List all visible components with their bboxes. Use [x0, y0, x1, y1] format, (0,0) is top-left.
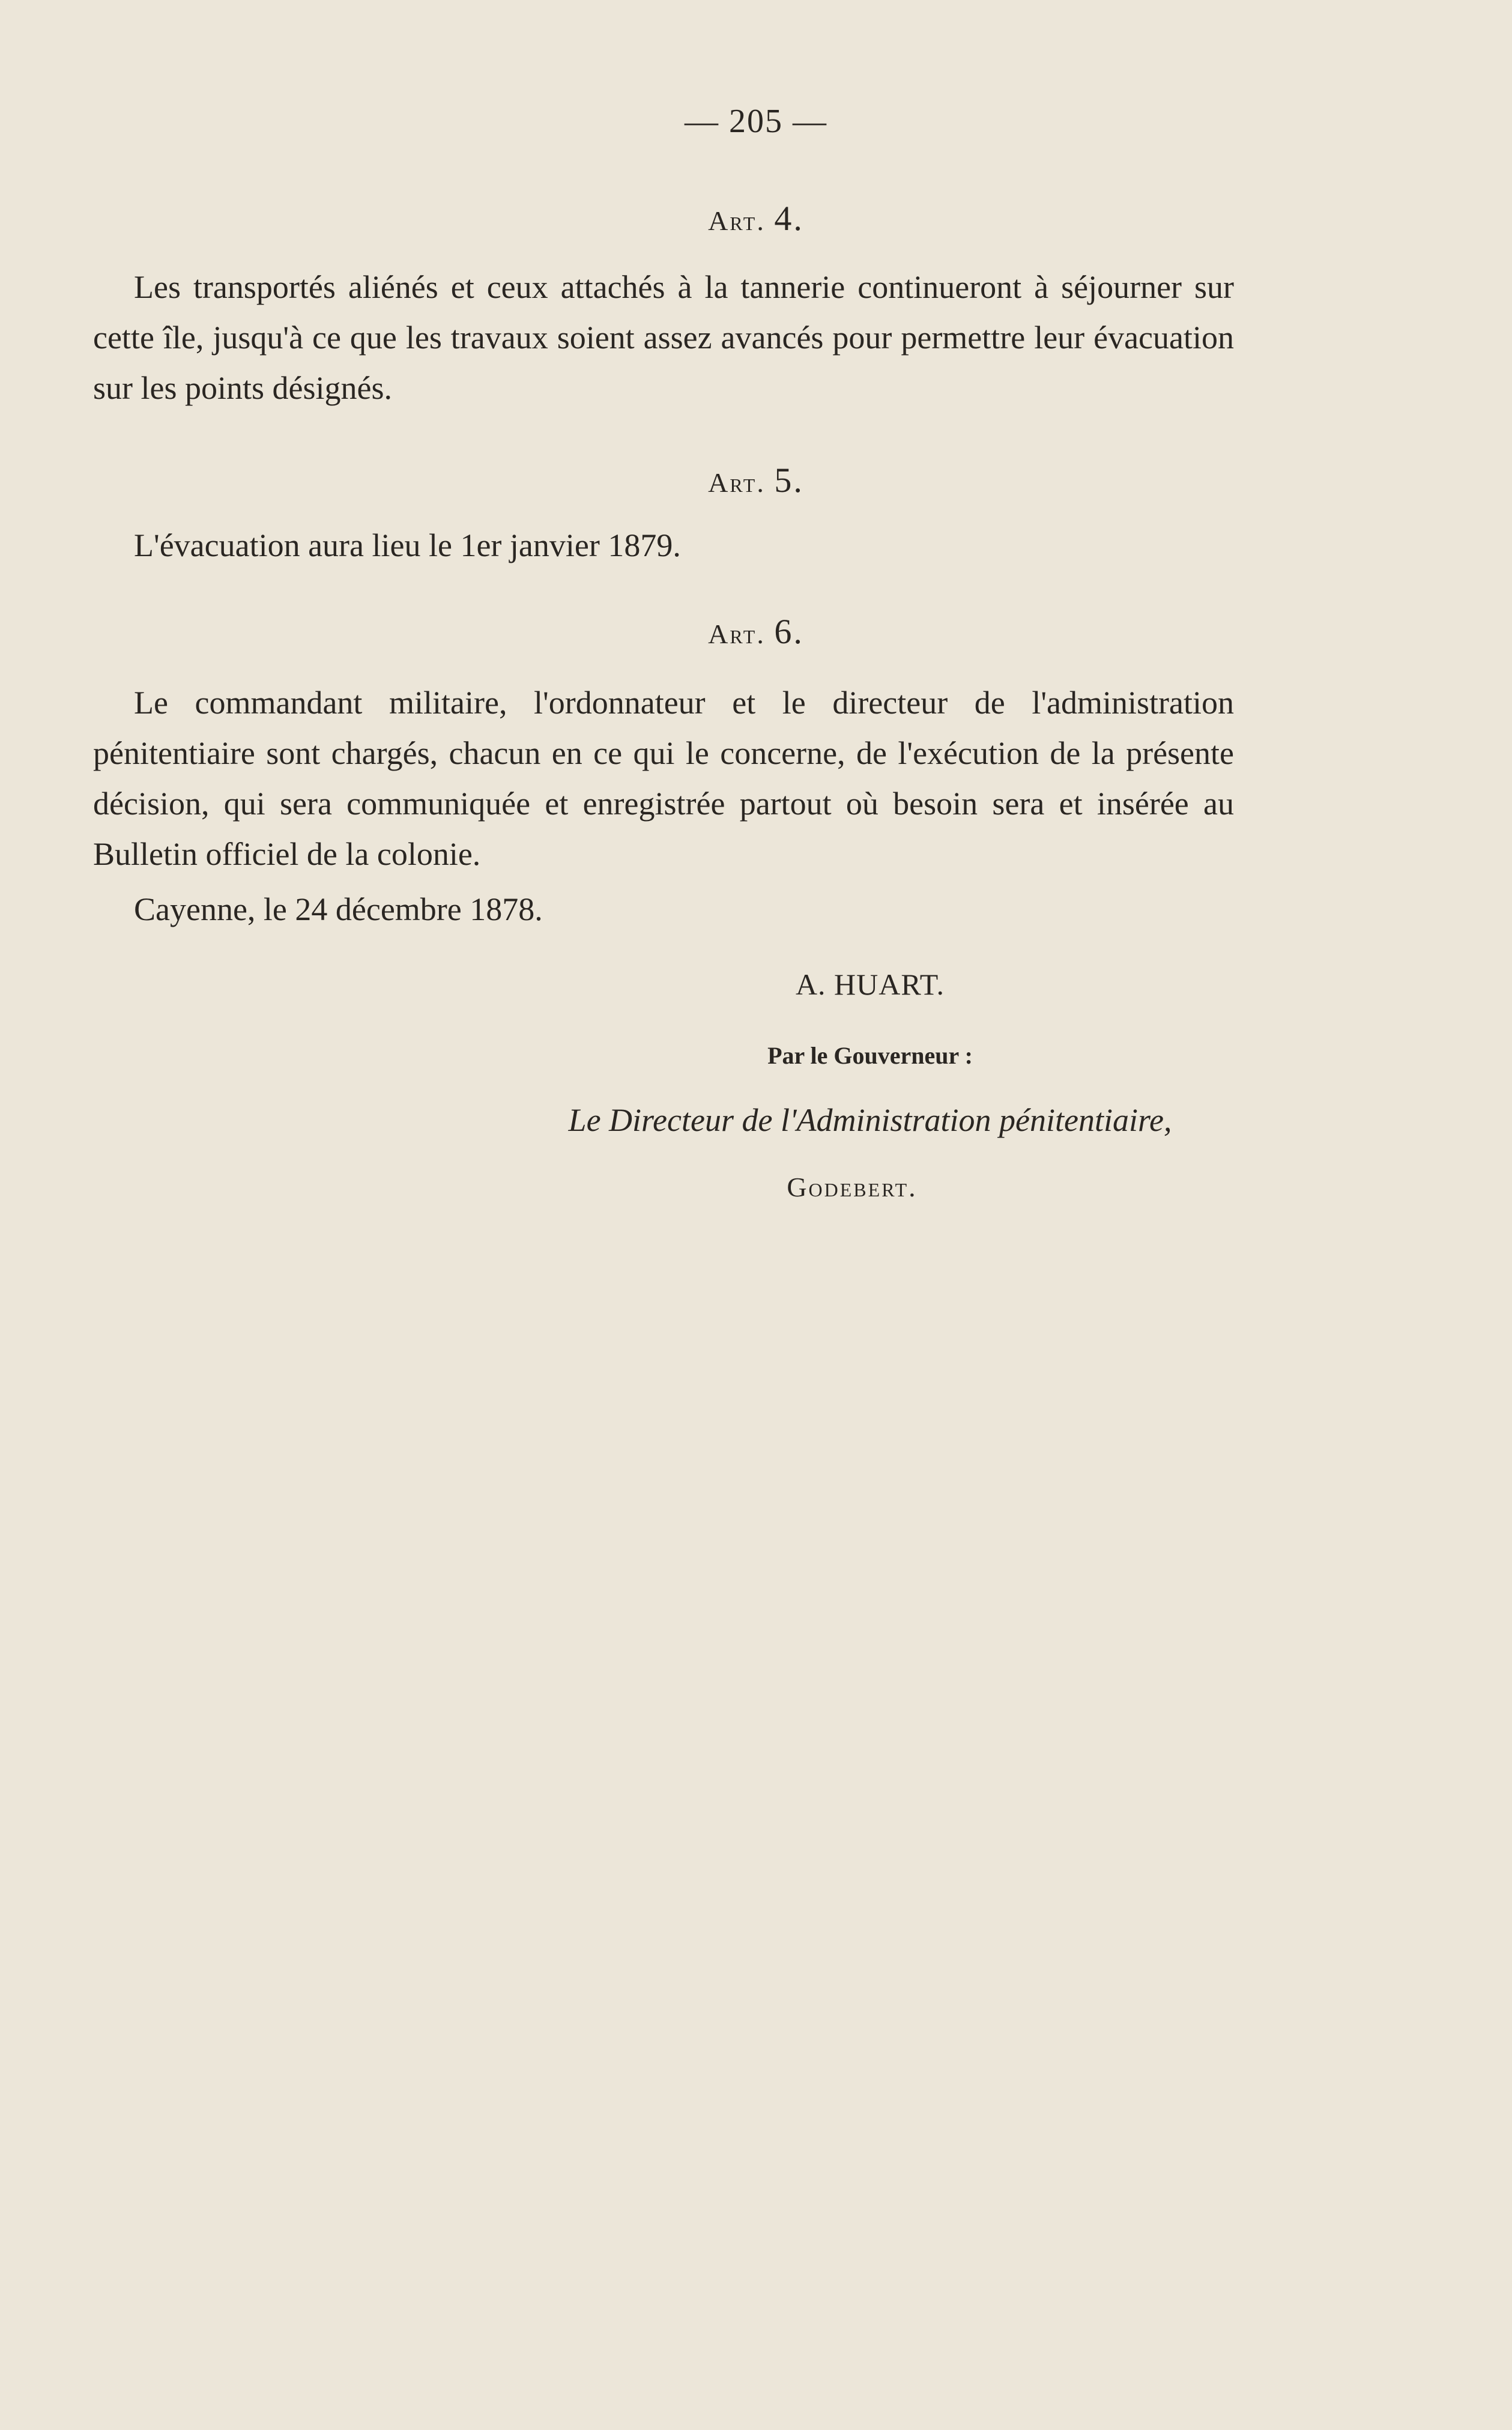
article-label: Art. — [708, 619, 766, 649]
par-le-gouverneur: Par le Gouverneur : — [767, 1042, 973, 1069]
article-4-text: Les transportés aliénés et ceux attachés à la tannerie continueront à séjourner sur cette île, jusqu'à ce que les travaux soient assez avancés pour permettre leur évacuation sur les points désignés. — [93, 269, 1234, 406]
article-number: 6. — [774, 612, 804, 651]
article-label: Art. — [708, 205, 766, 236]
signatory-name: A. HUART. — [795, 968, 945, 1001]
article-number: 5. — [774, 461, 804, 500]
director-name: Godebert. — [787, 1172, 918, 1202]
article-heading-6 — [0, 611, 1512, 652]
article-heading-5 — [0, 460, 1512, 500]
director-title: Le Directeur de l'Administration pénitentiaire, — [568, 1102, 1172, 1138]
date-line: Cayenne, le 24 décembre 1878. — [134, 891, 543, 927]
article-6-text: Le commandant militaire, l'ordonnateur et le directeur de l'administration pénitentiaire sont chargés, chacun en ce qui le concerne, de l'exécution de la présente décision, qui sera communiquée et enregistrée partout où besoin sera et insérée au Bulletin officiel de la colonie. — [93, 685, 1234, 872]
page-number: — 205 — — [685, 103, 827, 140]
article-number: 4. — [774, 199, 804, 238]
article-5-text: L'évacuation aura lieu le 1er janvier 1879. — [134, 527, 681, 563]
article-label: Art. — [708, 467, 766, 498]
article-heading-4 — [0, 198, 1512, 238]
